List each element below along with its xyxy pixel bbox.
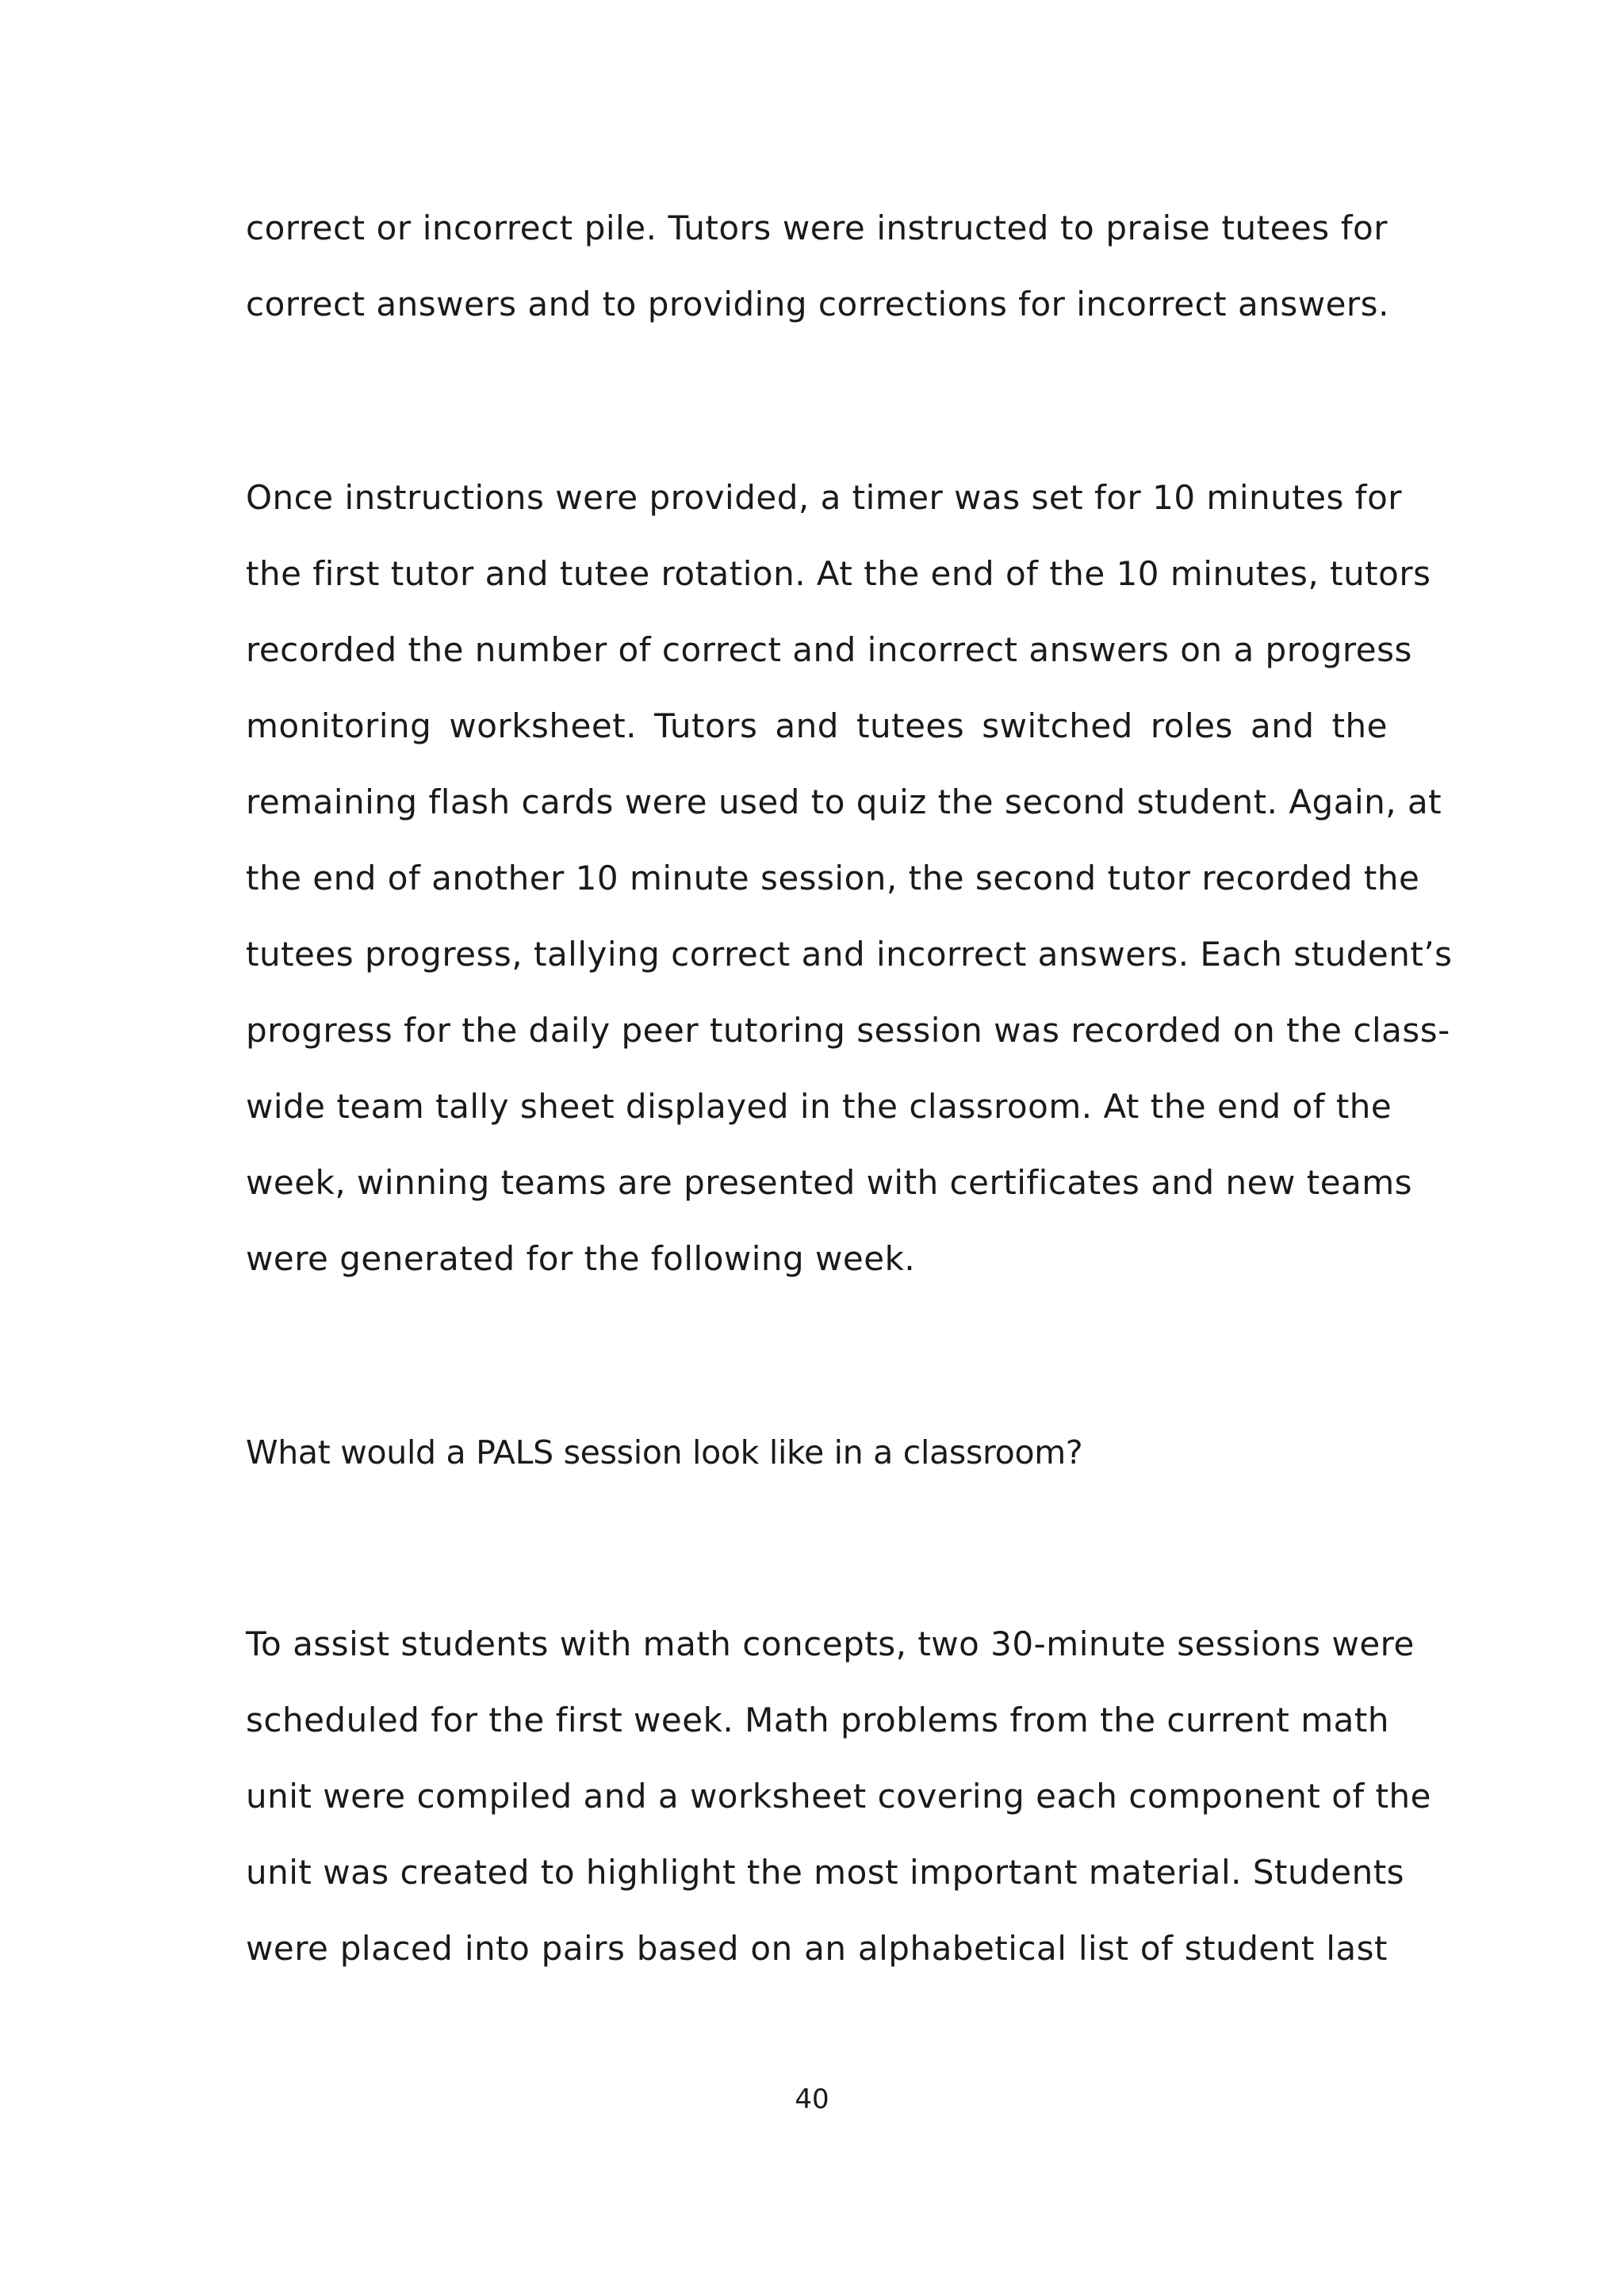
paragraph-tutor-instructions bbox=[246, 190, 1388, 342]
text-line: week, winning teams are presented with certificates and new teams bbox=[246, 1163, 1413, 1202]
text-line: were placed into pairs based on an alphabetical list of student last bbox=[246, 1929, 1388, 1968]
text-line: Once instructions were provided, a timer was set for 10 minutes for bbox=[246, 478, 1403, 517]
text-line: the end of another 10 minute session, the second tutor recorded the bbox=[246, 859, 1420, 897]
text-line: monitoring worksheet. Tutors and tutees switched roles and the bbox=[246, 706, 1388, 745]
text-line: unit were compiled and a worksheet covering each component of the bbox=[246, 1777, 1431, 1816]
text-line: To assist students with math concepts, two 30-minute sessions were bbox=[246, 1624, 1415, 1663]
text-line: scheduled for the first week. Math problems from the current math bbox=[246, 1701, 1389, 1739]
text-line: correct or incorrect pile. Tutors were instructed to praise tutees for bbox=[246, 209, 1388, 247]
paragraph-math-sessions bbox=[246, 1606, 1431, 1987]
text-line: progress for the daily peer tutoring session was recorded on the class- bbox=[246, 1011, 1450, 1050]
text-line: were generated for the following week. bbox=[246, 1239, 916, 1278]
text-line: unit was created to highlight the most important material. Students bbox=[246, 1853, 1405, 1892]
text-line: wide team tally sheet displayed in the classroom. At the end of the bbox=[246, 1087, 1392, 1126]
section-heading: What would a PALS session look like in a classroom? bbox=[246, 1433, 1083, 1471]
paragraph-timer-rotation bbox=[246, 460, 1453, 1297]
text-line: remaining flash cards were used to quiz the second student. Again, at bbox=[246, 783, 1442, 821]
text-line: the first tutor and tutee rotation. At the end of the 10 minutes, tutors bbox=[246, 554, 1431, 593]
text-line: recorded the number of correct and incorrect answers on a progress bbox=[246, 630, 1412, 669]
page-number: 40 bbox=[795, 2084, 829, 2115]
text-line: correct answers and to providing corrections for incorrect answers. bbox=[246, 285, 1389, 323]
text-line: tutees progress, tallying correct and incorrect answers. Each student’s bbox=[246, 935, 1453, 974]
